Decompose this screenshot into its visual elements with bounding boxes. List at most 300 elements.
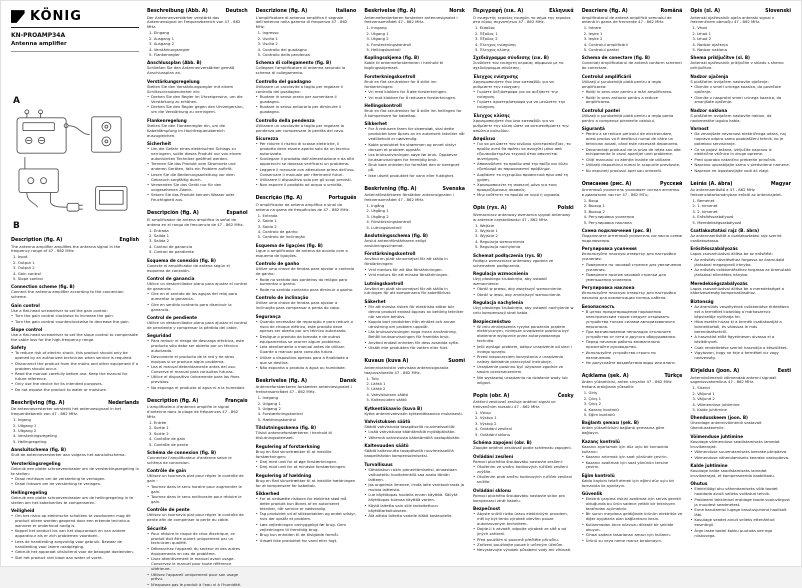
part-item: 2. Izhod 1 xyxy=(692,30,712,36)
section-heading-row xyxy=(147,9,248,14)
language-label: Suomi xyxy=(448,359,466,365)
description-intro: Ο ενισχυτής κεραίας ενισχύει το σήμα της κεραίας στο εύρος συχνοτήτων 47 - 862 MHz. xyxy=(473,14,571,25)
part-item: 1. Intrare xyxy=(583,25,602,31)
part-item: 2. Çıkış 1 xyxy=(583,395,602,401)
language-column-1 xyxy=(147,9,248,587)
connection-text: Συνδέστε τον ενισχυτή κεραίας σύμφωνα με το σχεδιάγραμμα σύνδεσης. xyxy=(473,60,564,71)
part-item: 2. Utgang 1 xyxy=(366,30,389,36)
slope-text: Utilizați o șurubelniță plată pentru a regla panta pentru a compensa pierderile cablului. xyxy=(581,112,674,123)
connection-text: Connectez l'amplificateur d'antenne selon le schéma de connexion. xyxy=(147,454,232,465)
safety-bullet: • Lisez attentivement le manuel avant usage. Conservez le manuel pour toute référence ultérieure. xyxy=(147,557,248,572)
slope-text: Utilizzare un cacciavite a taglio per regolare la pendenza per compensare la perdita del cavo. xyxy=(255,122,345,133)
part-item: 4. Controlul amplificării xyxy=(583,41,628,47)
product-title: Antenna amplifier xyxy=(11,41,139,52)
part-item: 4. Vahvistuksen säätö xyxy=(366,391,408,397)
gain-bullet: • Gire en sentido contrario para disminuir la ganancia. xyxy=(147,303,248,313)
connection-text: Conectați amplificatorul de antenă conform schemei de conectare. xyxy=(581,60,682,71)
safety-bullet: • Urządzenie powinno być używane zgodnie ze swoim przeznaczeniem. xyxy=(473,365,574,375)
part-item: 3. Ausgang 2 xyxy=(149,41,174,47)
part-item: 2. Wyjście 1 xyxy=(475,228,498,233)
connection-heading: Σχεδιάγραμμα σύνδεσης (εικ. B) xyxy=(473,55,549,61)
connection-heading: Schéma de connexion (fig. B) xyxy=(147,449,217,455)
language-label: Italiano xyxy=(335,9,357,14)
part-item: 4. Ovládání zesílení xyxy=(475,426,513,432)
slope-heading: Flankenregelung xyxy=(147,117,187,123)
slope-text: Χρησιμοποιήστε ένα ίσιο κατσαβίδι για να ρυθμίσετε την κλίση ώστε να αντισταθμίσετε την απώλεια καλωδίου. xyxy=(473,117,569,133)
parts-list xyxy=(584,391,683,418)
section-heading-row xyxy=(473,206,574,211)
part-item: 4. Võimenduse juhtimine xyxy=(692,401,740,407)
language-label: Slovenski xyxy=(765,9,792,14)
part-item: 4. Gain control xyxy=(13,270,41,276)
slope-text: Kablo kaybını telafi etmek için eğimi düz uçlu bir tornavida ile ayarlayın. xyxy=(581,477,675,488)
gain-bullet: • Rotiți în sens orar pentru a mări amplificarea. xyxy=(582,90,683,95)
gain-bullet: • Rotiți în sens antiorar pentru a reduce amplificarea. xyxy=(582,96,683,106)
part-item: 2. Output 1 xyxy=(13,259,35,265)
part-item: 4. Verstärkungsregler xyxy=(149,46,190,52)
section-heading-row xyxy=(690,182,791,187)
slope-text: Utilisez un tournevis plat pour régler le contrôle de pente afin de compenser la perte du câble. xyxy=(147,512,244,523)
part-item: 1. Entrada xyxy=(257,212,278,218)
part-item: 2. Uitgang 1 xyxy=(13,422,37,428)
part-item: 2. Uscita 1 xyxy=(257,35,278,41)
safety-bullet: • A használat előtt figyelmesen olvassa el a kézikönyvet. xyxy=(690,335,791,345)
part-item: 2. Sortie 1 xyxy=(149,425,169,431)
language-section-no xyxy=(364,9,465,179)
part-item: 1. Eingang xyxy=(149,30,170,36)
gain-bullet: • Vähennä vahvistusta kääntämällä vastapäivään. xyxy=(364,436,465,441)
language-label: Magyar xyxy=(770,181,792,187)
safety-bullet: • Disconnect the product from the mains and other equipment if a problem should occur. xyxy=(11,362,139,372)
description-heading: Beskrivelse (fig. A) xyxy=(255,378,308,384)
parts-list xyxy=(366,26,465,53)
safety-bullet: • No exponga el producto al agua ni a la humedad. xyxy=(147,386,248,391)
safety-bullet: • Перед началом работы внимательно прочитайте руководство. xyxy=(582,340,683,350)
left-column xyxy=(11,9,139,558)
section-heading-row xyxy=(582,9,683,14)
gain-bullet: • Ruotare in senso antiorario per diminuire il guadagno. xyxy=(256,105,357,115)
part-item: 5. Controlo de inclinação xyxy=(257,234,305,240)
safety-bullet: • Stel het product niet bloot aan water of vocht. xyxy=(11,556,139,561)
description-heading: Kirjeldus (joon. A) xyxy=(690,369,740,375)
part-item: 4. Forsterkningskontroll xyxy=(366,41,412,47)
part-item: 1. Inngang xyxy=(366,25,387,31)
gain-intro: Utilize uma chave de fendas para ajustar o controlo de ganho: xyxy=(255,266,355,277)
part-item: 2. 1. kimenet xyxy=(692,203,718,209)
gain-bullet: • Tournez dans le sens antihoraire pour réduire le gain. xyxy=(147,495,248,505)
slope-text: Użyj płaskiego śrubokręta, aby ustawić nachylenie w celu kompensacji strat kabla. xyxy=(473,305,574,316)
safety-heading: Ohutus xyxy=(690,481,708,487)
slope-text: Используйте плоскую отвертку для настройки наклона для компенсации потерь кабеля. xyxy=(581,290,676,301)
part-item: 1. Bemenet xyxy=(692,197,715,203)
language-section-el xyxy=(473,9,574,198)
part-item: 5. Hellingskontroll xyxy=(366,47,401,53)
gain-heading: Control de ganancia xyxy=(147,275,195,281)
part-item: 5. Ovládání sklonu xyxy=(475,431,511,437)
konig-logo xyxy=(11,9,139,28)
description-intro: Antennivahvistin vahvistaa antennisignaalia taajuusalueella 47 - 862 MHz. xyxy=(364,364,449,375)
safety-bullet: • Tag produktet ud af stikkontakten og andet udstyr, hvis der opstår et problem. xyxy=(256,512,357,522)
language-section-hu xyxy=(690,182,791,361)
safety-heading: Seguridad xyxy=(147,333,172,339)
safety-bullet: • Utilisez l'appareil uniquement pour son usage prévu. xyxy=(147,573,248,583)
safety-bullet: • Utsätt inte produkten för vatten eller fukt. xyxy=(364,346,465,351)
slope-heading: Регулировка наклона xyxy=(581,285,635,291)
safety-bullet: • Nevystavujte výrobek působení vody ani vlhkosti. xyxy=(473,548,574,553)
gain-intro: Brug en flad skruetrækker til at indstille forstærkningen: xyxy=(255,448,332,459)
part-item: 5. Nadzor naklona xyxy=(692,47,727,53)
gain-heading: Nadzor ojačenja xyxy=(690,73,729,79)
part-item: 4. Kazanç kontrolü xyxy=(583,406,619,412)
slope-heading: Έλεγχος κλίσης xyxy=(473,112,510,118)
safety-bullet: • Lea el manual detenidamente antes del uso. Conserve el manual para consultas futuras. xyxy=(147,365,248,375)
connection-heading: Kytkentäkaavio (kuva B) xyxy=(364,405,423,411)
slope-text: Använd en platt skruvmejsel för att ställa in lutningen för att kompensera för kabelförlust. xyxy=(364,285,452,296)
safety-bullet: • Ürünü su veya neme maruz bırakmayın. xyxy=(582,539,683,544)
gain-bullet: • Az erősítés csökkentéséhez forgassa az óramutató járásával ellentétes irányba. xyxy=(690,268,791,278)
language-label: Norsk xyxy=(449,9,466,14)
part-item: 1. Tulo xyxy=(366,375,379,381)
language-column-3 xyxy=(364,9,465,558)
part-item: 1. Sisend xyxy=(692,385,710,391)
slope-heading: Eğim kontrolü xyxy=(581,472,615,478)
language-section-fr xyxy=(147,399,248,588)
section-heading-row xyxy=(582,374,683,379)
section-heading-row xyxy=(473,394,574,399)
part-item: 5. Slope control xyxy=(13,276,43,282)
description-intro: Antennförstärkaren förstärker antennsignalen i frekvensområdet 47 - 862 MHz. xyxy=(364,192,454,202)
safety-bullet: • Om het risico op elektrische schokken te voorkomen mag dit product alleen worden geopend door een erkende technicus wanneer er onderhoud nodig is. xyxy=(11,514,139,529)
section-heading-row xyxy=(364,359,465,364)
part-item: 2. Выход 1 xyxy=(583,203,605,209)
parts-list xyxy=(13,418,139,445)
section-heading-row xyxy=(11,238,139,243)
description-intro: Amplificatorul de antenă amplifică semnalul de antenă în gama de frecvențe 47 - 862 MHz. xyxy=(581,14,672,25)
gain-heading: Regulering af forstærkning xyxy=(255,443,320,449)
gain-heading: Versterkingsregeling xyxy=(11,460,61,466)
description-intro: Antenneforstærkeren forstærker antennesignalet i frekvensområdet 47 - 862 MHz. xyxy=(255,384,352,395)
part-item: 3. Uscita 2 xyxy=(257,41,278,47)
safety-heading: Sikkerhet xyxy=(364,121,387,127)
slope-heading: Contrôle de pente xyxy=(147,507,190,513)
safety-bullet: • För att minska risken för elektriska stötar bör denna produkt endast öppnas av behörig tekniker när service behövs. xyxy=(364,305,465,320)
safety-bullet: • Koble produktet fra strømmen og annet utstyr dersom et problem oppstår. xyxy=(364,143,465,153)
section-heading-row xyxy=(256,9,357,14)
part-item: 1. Wejście xyxy=(475,222,495,228)
connection-heading: Schéma zapojení (obr. B) xyxy=(473,440,532,446)
language-label: Русский xyxy=(660,181,683,187)
gain-bullet: • Drej mod uret for at mindske forstærkningen. xyxy=(256,465,357,470)
part-item: 1. Ingang xyxy=(13,417,31,423)
gain-intro: Используйте плоскую отвертку для настройки усиления: xyxy=(581,251,676,262)
language-section-en xyxy=(11,238,139,393)
figure-a-label: A xyxy=(13,96,20,106)
language-section-sl xyxy=(690,9,791,174)
safety-bullet: • Vigyázzon, hogy ne érje a terméket víz vagy nedvesség. xyxy=(690,351,791,361)
part-item: 3. Saída 2 xyxy=(257,223,277,229)
safety-bullet: • Nie wystawiaj urządzenia na działanie wody lub wilgoci. xyxy=(473,376,574,386)
safety-bullet: • Läs bruksanvisningen noga innan användning. Behåll bruksanvisningen för framtida bruk. xyxy=(364,330,465,340)
description-intro: Antennivõimendi võimendab antenni signaali sagedusvahemikus 47 - 862 MHz. xyxy=(690,374,777,385)
parts-list xyxy=(366,377,465,404)
gain-heading: Controllo del guadagno xyxy=(255,78,311,84)
safety-bullet: • Quando necessitar de reparação e para reduzir o risco de choque elétrico, este produto deve apenas ser aberto por um técnico autorizado. xyxy=(256,320,357,335)
part-item: 1. Giriş xyxy=(583,390,598,396)
safety-bullet: • Trennen Sie das Produkt vom Stromnetz und anderen Geräten, falls ein Problem auftritt. xyxy=(147,162,248,172)
safety-bullet: • При возникновении неполадок отключите устройство от сети и другого оборудования. xyxy=(582,330,683,340)
language-label: Deutsch xyxy=(225,9,248,14)
safety-bullet: • Elektrik çarpma riskini azaltmak için servis gerekli olduğunda bu ürün sadece yetkili bir teknisyen tarafından açılmalıdır. xyxy=(582,497,683,512)
safety-bullet: • Μην εκθέτετε το προϊόν σε νερό ή υγρασία. xyxy=(473,193,574,198)
gain-bullet: • Lisää vahvistusta kääntämällä myötäpäivään. xyxy=(364,430,465,435)
connection-text: Anten yükselticisini bağlantı şemasına göre bağlayın. xyxy=(581,425,665,436)
section-heading-row xyxy=(147,211,248,216)
safety-heading: Güvenlik xyxy=(581,491,603,497)
safety-bullet: • Utilize o dispositivo apenas para a finalidade a que se destina. xyxy=(256,356,357,366)
safety-bullet: • Setzen Sie das Produkt keinem Wasser oder Feuchtigkeit aus. xyxy=(147,193,248,203)
safety-bullet: • Jos ongelmia ilmenee, irrota laite verkkovirrasta ja muista laitteista. xyxy=(364,483,465,493)
connection-heading: Bağlantı şeması (şek. B) xyxy=(581,420,639,426)
safety-bullet: • Citiți manualul cu atenție înainte de utilizare. xyxy=(582,158,683,163)
gain-intro: Χρησιμοποιήστε ένα ίσιο κατσαβίδι για να ρυθμίσετε την ενίσχυση: xyxy=(473,78,554,89)
part-item: 1. Entrée xyxy=(149,419,167,425)
safety-heading: Sicurezza xyxy=(255,136,279,142)
brand-name: KÖNIG xyxy=(30,9,82,24)
part-item: 1. Είσοδος xyxy=(475,25,496,31)
part-item: 1. Input xyxy=(13,254,28,260)
part-item: 5. Controllo della pendenza xyxy=(257,51,310,57)
slope-heading: Meredekségszabályozás xyxy=(690,280,748,286)
section-heading-row xyxy=(690,9,791,14)
safety-bullet: • Используйте устройство строго по назначению. xyxy=(582,351,683,361)
safety-heading: Turvallisuus xyxy=(364,461,393,467)
gain-intro: Gebruik een platte schroevendraaier om de versterkingsregeling in te stellen: xyxy=(11,465,139,476)
part-item: 2. Výstup 1 xyxy=(475,415,497,421)
safety-heading: Segurança xyxy=(255,313,281,319)
safety-bullet: • Kullanmadan önce kılavuzu dikkatli bir şekilde okuyun. xyxy=(582,523,683,533)
description-heading: Açıklama (şek. A) xyxy=(581,373,629,379)
gain-bullet: • Γυρίστε αριστερόστροφα για να μειώσετε την ενίσχυση. xyxy=(473,100,574,110)
slope-heading: Regulering af hældning xyxy=(255,472,312,478)
safety-bullet: • Zařízení používejte pouze k určeným účelům. xyxy=(473,543,574,548)
connection-heading: Anslutningsschema (fig. B) xyxy=(364,233,428,238)
slope-text: S ploščatim izvijačem nastavite naklon, da nadomestite izgubo kabla. xyxy=(690,112,772,123)
gain-heading: Controlo de ganho xyxy=(255,261,300,267)
language-section-tr xyxy=(582,374,683,544)
description-intro: Anten yükselticisi, anten sinyalini 47 - 862 MHz frekans aralığında yükseltir. xyxy=(581,379,672,390)
description-intro: Az antennaerősítő a 47 - 862 MHz frekvenciatartományban erősíti az antennajelet. xyxy=(690,187,783,198)
gain-bullet: • Vrid moturs för att minska förstärkningen. xyxy=(364,273,465,278)
part-item: 2. Väljund 1 xyxy=(692,390,715,396)
part-item: 1. Vstup xyxy=(475,409,491,415)
safety-bullet: • Para reducir el riesgo de descarga eléctrica, este producto sólo debe ser abierto por un técnico autorizado. xyxy=(147,339,248,354)
description-intro: O amplificador de antena amplifica o sinal da antena na gama de frequências de 47 - 862 MHz. xyxy=(255,201,350,212)
gain-bullet: • Obróć w prawo, aby zwiększyć wzmocnienie. xyxy=(473,287,574,292)
part-item: 3. Udgang 2 xyxy=(257,406,281,412)
part-item: 4. Regulacja wzmocnienia xyxy=(475,238,525,244)
section-heading-row xyxy=(582,182,683,187)
slope-heading: Regulacja nachylenia xyxy=(473,300,524,306)
gain-heading: Võimenduse juhtimine xyxy=(690,433,744,439)
section-heading-row xyxy=(473,9,574,14)
safety-bullet: • Gebruik het apparaat uitsluitend voor de beoogde doeleinden. xyxy=(11,550,139,555)
parts-list xyxy=(258,396,357,423)
description-heading: Beschrijving (fig. A) xyxy=(11,400,65,406)
slope-text: Brug en flad skruetrækker til at indstille hældningen for at kompensere for kabeltab. xyxy=(255,477,356,488)
connection-text: Conecte el amplificador de antena según el esquema de conexión. xyxy=(147,262,230,273)
safety-bullet: • Læs vejledningen omhyggeligt før brug. Gem vejledningen til fremtidig brug. xyxy=(256,523,357,533)
description-heading: Descriere (fig. A) xyxy=(581,9,628,14)
language-section-ro xyxy=(582,9,683,174)
gain-intro: Bruk en flat skrutrekker for å stille inn forsterkningen: xyxy=(364,78,437,89)
part-item: 2. Udgang 1 xyxy=(257,400,281,406)
description-heading: Kuvaus (kuva A) xyxy=(364,359,409,365)
gain-heading: Forsterkningskontroll xyxy=(364,73,416,79)
safety-bullet: • Pour réduire le risque de choc électrique, ce produit doit être ouvert uniquement par un technicien qualifié. xyxy=(147,532,248,547)
gain-heading: Verstärkungsregelung xyxy=(147,78,200,84)
part-item: 3. Wyjście 2 xyxy=(475,233,498,239)
slope-heading: Nadzor naklona xyxy=(690,107,728,113)
safety-bullet: • Csak rendeltetése szerint használja a készüléket. xyxy=(690,346,791,351)
gain-intro: Utilizați o șurubelniță plată pentru a regla amplificarea: xyxy=(581,78,662,89)
part-item: 3. Έξοδος 2 xyxy=(475,36,498,42)
gain-intro: Kazancı ayarlamak için düz uçlu bir tornavida kullanın: xyxy=(581,443,669,454)
part-item: 3. Utgång 2 xyxy=(366,213,389,219)
safety-bullet: • Käytä laitetta vain sille tarkoitettuun käyttötarkoitukseen. xyxy=(364,504,465,514)
part-item: 4. Versterkingsregeling xyxy=(13,433,57,439)
safety-bullet: • В целях предотвращения поражения электрическим током следует открывать устройство только силами авторизованного персонала. xyxy=(582,310,683,330)
gain-bullet: • Otočením ve směru hodinových ručiček zesílení zvýšíte. xyxy=(473,465,574,475)
safety-bullet: • Per ridurre il rischio di scosse elettriche, il prodotto deve essere aperto solo da un tecnico autorizzato. xyxy=(256,142,357,157)
gain-heading: Регулировка усиления xyxy=(581,246,637,252)
language-column-0 xyxy=(11,238,139,568)
part-item: 4. Control de ganancia xyxy=(149,243,193,249)
connection-heading: Tilslutningsskema (fig. B) xyxy=(255,425,317,431)
slope-heading: Control de pendiente xyxy=(147,314,197,320)
part-item: 5. Hældningskontrol xyxy=(257,416,296,422)
gain-intro: Utilice un destornillador plano para ajustar el control de ganancia: xyxy=(147,280,248,291)
description-intro: Антенный усилитель усиливает сигнал антенны в диапазоне частот 47 - 862 МГц. xyxy=(581,187,680,198)
safety-bullet: • Utilizzare il dispositivo solo per gli scopi previsti. xyxy=(256,178,357,183)
safety-bullet: • Χρησιμοποιείτε τη συσκευή μόνο για τους προοριζόμενους σκοπούς. xyxy=(473,183,574,193)
part-item: 3. Izhod 2 xyxy=(692,36,712,42)
part-item: 4. Έλεγχος ενίσχυσης xyxy=(475,41,517,47)
language-label: Eesti xyxy=(777,369,792,375)
part-item: 5. Έλεγχος κλίσης xyxy=(475,47,510,53)
part-item: 5. Kaltevuuden säätö xyxy=(366,397,407,403)
language-label: Svenska xyxy=(442,186,466,192)
description-heading: Περιγραφή (εικ. A) xyxy=(473,9,524,14)
gain-bullet: • Gire en el sentido de las agujas del reloj para aumentar la ganancia. xyxy=(147,292,248,302)
safety-bullet: • Débranchez l'appareil du secteur et des autres équipements en cas de problème. xyxy=(147,547,248,557)
slope-heading: Hellingskontroll xyxy=(364,102,402,108)
safety-bullet: • Před použitím si pozorně přečtěte příručku. xyxy=(473,538,574,543)
language-section-es xyxy=(147,211,248,390)
language-label: Polski xyxy=(557,206,574,212)
gain-intro: Lapos csavarhúzóval állítsa be az erősítést: xyxy=(690,251,773,257)
part-item: 3. Çıkış 2 xyxy=(583,401,602,407)
description-intro: Antenski ojačevalnik ojača antenski signal v frekvenčnem območju 47 - 862 MHz. xyxy=(690,14,775,25)
part-item: 3. Output 2 xyxy=(13,265,35,271)
gain-bullet: • Kazancı azaltmak için saat yönünün tersine çevirin. xyxy=(582,461,683,471)
connection-heading: Schemat podłączenia (rys. B) xyxy=(473,252,543,258)
safety-bullet: • N'exposez pas le produit à l'eau ni à l'humidité. xyxy=(147,583,248,588)
gain-intro: Utilizzare un cacciavite a taglio per regolare il controllo del guadagno: xyxy=(255,83,343,94)
language-section-nl xyxy=(11,401,139,561)
gain-bullet: • Rode no sentido contrário para diminuir o ganho. xyxy=(256,288,357,293)
safety-bullet: • Ikke utsett produktet for vann eller fuktighet. xyxy=(364,174,465,179)
slope-heading: Kaltevuuden säätö xyxy=(364,443,409,449)
safety-bullet: • Pred uporabo natančno preberite priročnik. xyxy=(690,158,791,163)
language-section-da xyxy=(256,379,357,544)
gain-intro: Użyj płaskiego śrubokręta, aby ustawić wzmocnienie: xyxy=(473,276,548,286)
safety-bullet: • Kasutage seadet ainult selleks ettenähtud eesmärgil. xyxy=(690,518,791,528)
gain-heading: Ovládání zesílení xyxy=(473,453,514,459)
connection-heading: Csatlakoztatási rajz (B. ábra) xyxy=(690,228,760,234)
connection-heading: Aansluitschema (fig. B) xyxy=(11,447,67,453)
section-heading-row xyxy=(11,401,139,406)
language-section-ru xyxy=(582,182,683,366)
part-item: 2. Utgång 1 xyxy=(366,208,389,214)
part-item: 5. Regulacja nachylenia xyxy=(475,244,521,250)
language-section-pt xyxy=(256,196,357,370)
gain-intro: Stellen Sie den Verstärkungsregler mit einem Schlitzschraubendreher ein: xyxy=(147,83,234,94)
gain-heading: Vahvistuksen säätö xyxy=(364,419,411,425)
part-item: 5. Lutningskontroll xyxy=(366,224,402,230)
part-item: 3. Sortie 2 xyxy=(149,430,169,436)
connection-heading: Shema priključitve (sl. B) xyxy=(690,55,750,61)
parts-list xyxy=(13,255,139,282)
parts-list xyxy=(475,224,574,251)
gain-bullet: • Otočením proti směru hodinových ručiček zesílení snížíte. xyxy=(473,475,574,485)
safety-bullet: • Naprave ne izpostavljajte vodi ali vlagi. xyxy=(690,169,791,174)
connection-heading: Schema di collegamento (fig. B) xyxy=(255,60,332,66)
connection-text: Tilslut antenneforstærkeren i henhold til tilslutningsskemaet. xyxy=(255,430,333,441)
part-item: 3. Utgang 2 xyxy=(366,36,389,42)
connection-text: Az antennaerősítőt a csatlakoztatási rajz szerint csatlakoztassa. xyxy=(690,233,782,243)
language-column-5 xyxy=(582,9,683,558)
part-item: 2. Salida 1 xyxy=(149,232,170,238)
safety-bullet: • Read the manual carefully before use. Keep the manual for future reference. xyxy=(11,372,139,382)
language-label: Română xyxy=(660,9,683,14)
language-label: Dansk xyxy=(339,378,357,384)
safety-bullet: • Scollegare il prodotto dall'alimentazione e da altri apparecchi se dovesse verificarsi un problema. xyxy=(256,157,357,167)
part-item: 3. Ieșire 2 xyxy=(583,36,603,42)
safety-bullet: • Για να μειώσετε τον κίνδυνο ηλεκτροπληξίας, το προϊόν αυτό θα πρέπει να ανοιχθεί μόνο από εξουσιοδοτημένο τεχνικό όταν απαιτείται συντήρηση. xyxy=(473,142,574,162)
connection-heading: Схема подключения (рис. B) xyxy=(581,228,652,234)
section-heading-row xyxy=(256,196,357,201)
part-item: 1. Вход xyxy=(583,197,599,203)
language-column-2 xyxy=(256,9,357,558)
safety-bullet: • To reduce risk of electric shock, this product should only be opened by an authorized technician when service is required. xyxy=(11,351,139,361)
safety-bullet: • Não exponha o produto à água ou humidade. xyxy=(256,366,357,371)
gain-heading: Contrôle de gain xyxy=(147,468,187,474)
safety-bullet: • Lesen Sie die Bedienungsanleitung vor dem Gebrauch sorgfältig durch. xyxy=(147,173,248,183)
gain-heading: Förstärkningskontroll xyxy=(364,251,416,257)
language-label: Français xyxy=(225,398,248,404)
gain-heading: Regulacja wzmocnienia xyxy=(473,271,529,277)
part-item: 2. Έξοδος 1 xyxy=(475,30,498,36)
description-heading: Descrição (fig. A) xyxy=(255,196,303,202)
safety-bullet: • Не допускайте воздействия воды или влаги. xyxy=(582,361,683,366)
parts-list xyxy=(584,26,683,53)
gain-bullet: • Võimenduse suurendamiseks keerake päripäeva. xyxy=(690,450,791,455)
konig-logo-icon xyxy=(11,9,27,24)
safety-heading: Veiligheid xyxy=(11,508,35,514)
parts-list xyxy=(692,386,791,413)
safety-bullet: • Elektrilöögi ohu vähendamiseks võib toodet hooldada ainult selleks volitatud tehnik. xyxy=(690,487,791,497)
slope-heading: Kalde juhtimine xyxy=(690,463,728,468)
